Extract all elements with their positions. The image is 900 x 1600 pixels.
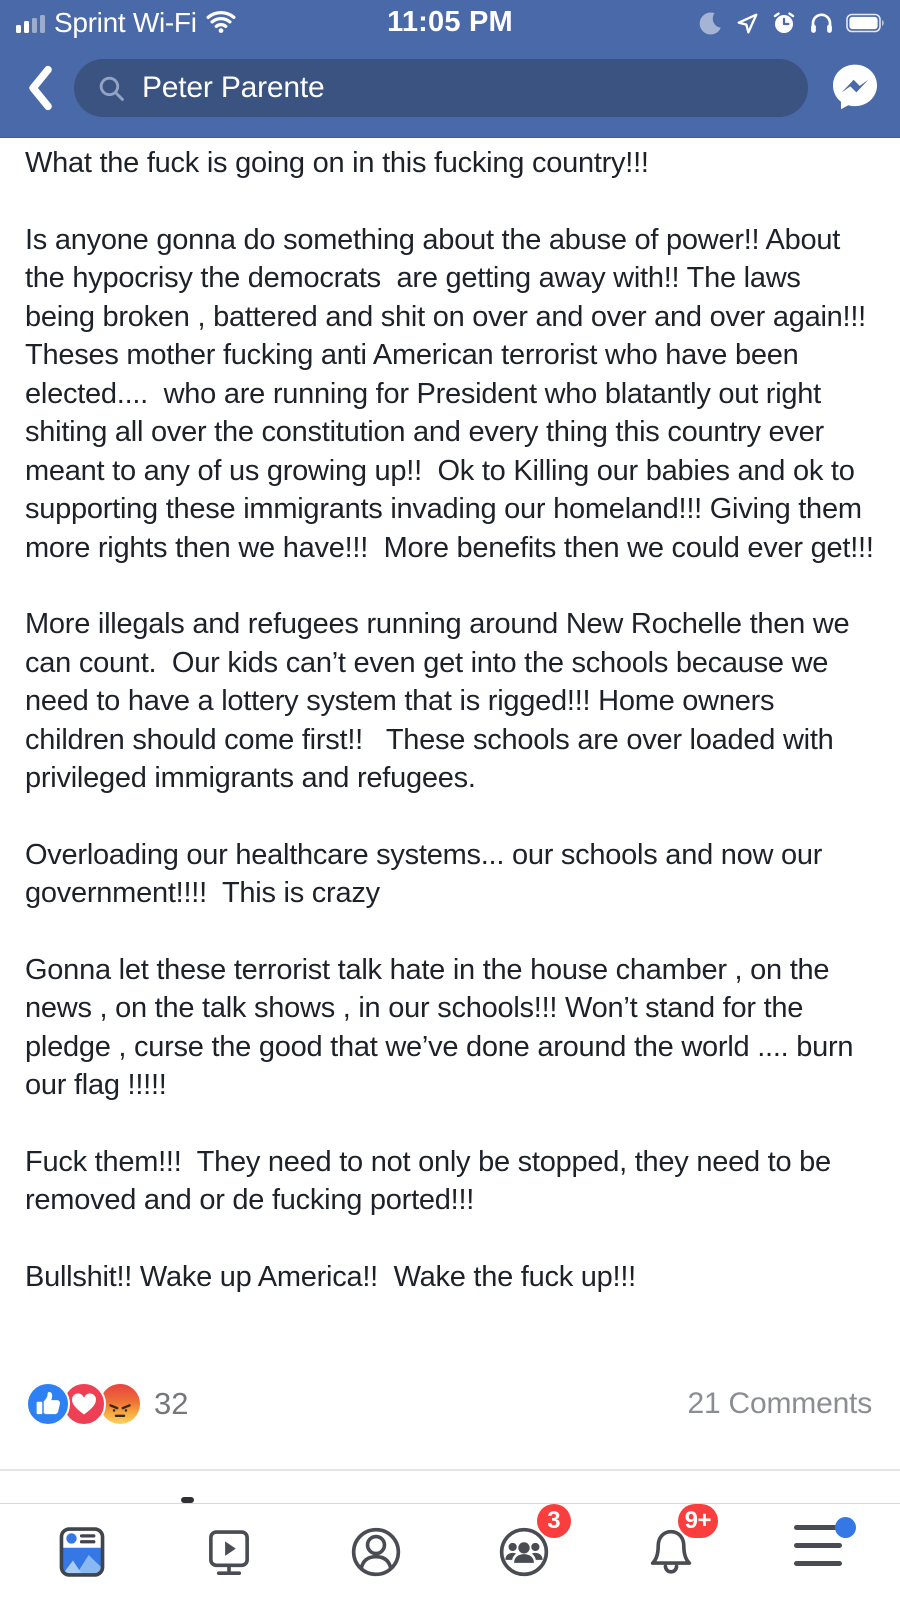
like-reaction-icon[interactable] <box>26 1382 70 1426</box>
headphones-icon <box>808 10 835 36</box>
post-paragraph: Overloading our healthcare systems... our schools and now our government!!!! This is crazy <box>25 838 830 909</box>
search-icon <box>96 73 127 104</box>
menu-notification-dot <box>835 1517 856 1538</box>
tab-profile[interactable] <box>321 1516 431 1588</box>
comments-count-link[interactable]: 21 Comments <box>687 1387 872 1420</box>
post-paragraph: Fuck them!!! They need to not only be stopped, they need to be removed and or de fucking ported!!! <box>25 1145 839 1216</box>
news-feed-icon <box>53 1523 111 1581</box>
notifications-badge: 9+ <box>678 1504 718 1538</box>
tab-menu[interactable] <box>763 1516 873 1588</box>
status-bar <box>0 0 900 44</box>
search-nav-bar <box>0 44 900 138</box>
status-right <box>698 10 886 36</box>
post-paragraph: Is anyone gonna do something about the abuse of power!! About the hypocrisy the democrats are getting away with!! The laws being broken , battered and shit on over and over and over again!!! Theses mother fucking anti American terrorist who have been elected.... who are running for President who blatantly out right shiting all over the constitution and every thing this country ever meant to any of us growing up!! Ok to Killing our babies and ok to supporting these immigrants invading our homeland!!! Giving them more rights then we have!!! More benefits then we could ever get!!! <box>25 223 882 564</box>
post-body <box>0 138 900 1334</box>
watch-icon <box>200 1523 258 1581</box>
post-paragraph: What the fuck is going on in this fucking country!!! <box>25 147 649 179</box>
post-paragraph: More illegals and refugees running around New Rochelle then we can count. Our kids can’t even get into the schools because we need to have a lottery system that is rigged!!! Home owners children should come first!! These schools are over loaded with privileged immigrants and refugees. <box>25 608 858 794</box>
status-left <box>16 7 236 39</box>
battery-icon <box>846 13 886 33</box>
friends-badge: 3 <box>537 1504 571 1538</box>
section-divider <box>0 1469 900 1471</box>
alarm-clock-icon <box>771 10 797 36</box>
wifi-icon <box>206 11 236 35</box>
location-arrow-icon <box>735 11 760 36</box>
reaction-count[interactable]: 32 <box>154 1386 189 1421</box>
search-query-text: Peter Parente <box>142 71 325 104</box>
do-not-disturb-moon-icon <box>698 10 724 36</box>
messenger-button[interactable] <box>828 61 882 115</box>
tab-notifications[interactable] <box>616 1507 726 1588</box>
hamburger-menu-icon <box>794 1525 842 1579</box>
search-input[interactable] <box>74 59 808 117</box>
carrier-label: Sprint Wi-Fi <box>54 7 197 38</box>
tab-news-feed[interactable] <box>27 1516 137 1588</box>
bottom-tab-bar <box>0 1503 900 1600</box>
profile-icon <box>347 1523 405 1581</box>
post-paragraph: Gonna let these terrorist talk hate in the house chamber , on the news , on the talk shows , in our schools!!! Won’t stand for the pledge , curse the good that we’ve done around the world .... burn our flag !!!!! <box>25 953 862 1101</box>
back-button[interactable] <box>26 65 54 111</box>
post-paragraph: Bullshit!! Wake up America!! Wake the fuck up!!! <box>25 1260 636 1293</box>
tab-watch[interactable] <box>174 1516 284 1588</box>
engagement-row <box>0 1382 900 1426</box>
app-header <box>0 0 900 138</box>
cellular-signal-icon <box>16 13 45 33</box>
tab-friends[interactable] <box>469 1507 579 1588</box>
clock-label: 11:05 PM <box>387 6 513 38</box>
